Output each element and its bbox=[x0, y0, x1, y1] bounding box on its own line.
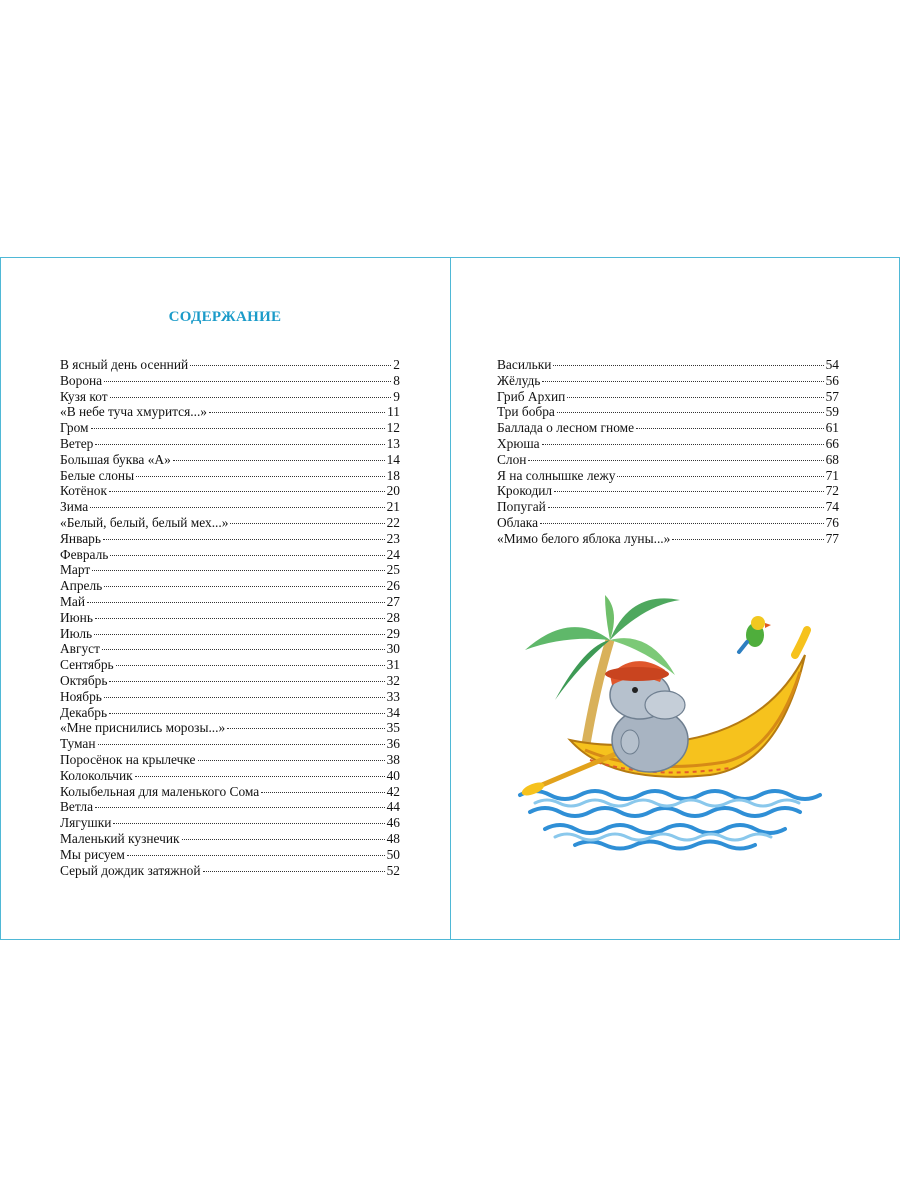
toc-entry bbox=[497, 515, 839, 531]
toc-dot-leader bbox=[104, 381, 391, 382]
toc-page-number: 25 bbox=[386, 562, 400, 578]
toc-entry bbox=[60, 673, 400, 689]
toc-dot-leader bbox=[528, 460, 823, 461]
toc-dot-leader bbox=[227, 728, 384, 729]
toc-dot-leader bbox=[190, 365, 391, 366]
toc-dot-leader bbox=[567, 397, 823, 398]
toc-entry bbox=[60, 784, 400, 800]
toc-entry-title: Серый дождик затяжной bbox=[60, 862, 201, 878]
toc-entry-title: Маленький кузнечик bbox=[60, 830, 180, 846]
toc-dot-leader bbox=[104, 586, 384, 587]
toc-entry-title: Жёлудь bbox=[497, 372, 541, 388]
toc-page-number: 24 bbox=[386, 546, 400, 562]
toc-dot-leader bbox=[203, 871, 385, 872]
toc-entry bbox=[60, 847, 400, 863]
toc-page-number: 52 bbox=[386, 862, 400, 878]
toc-page-number: 54 bbox=[825, 357, 839, 372]
toc-page-number: 44 bbox=[386, 799, 400, 815]
toc-dot-leader bbox=[540, 523, 824, 524]
toc-entry-title: Мы рисуем bbox=[60, 846, 125, 862]
page-gutter-line bbox=[450, 257, 451, 940]
toc-entry bbox=[60, 594, 400, 610]
toc-entry-title: Ветер bbox=[60, 435, 94, 451]
toc-entry bbox=[60, 689, 400, 705]
toc-page-number: 33 bbox=[386, 688, 400, 704]
toc-entry-title: Хрюша bbox=[497, 435, 540, 451]
toc-page-number: 57 bbox=[825, 388, 839, 404]
toc-entry-title: Май bbox=[60, 593, 86, 609]
toc-entry-title: Март bbox=[60, 562, 91, 578]
toc-dot-leader bbox=[209, 412, 385, 413]
toc-page-number: 31 bbox=[386, 657, 400, 673]
toc-entry-title: Декабрь bbox=[60, 704, 108, 720]
toc-entry-title: Ветла bbox=[60, 799, 94, 815]
left-page-edge bbox=[0, 257, 1, 940]
toc-entry-title: Слон bbox=[497, 451, 527, 467]
toc-entry-title: Облака bbox=[497, 514, 539, 530]
toc-page-number: 56 bbox=[825, 372, 839, 388]
toc-page-number: 9 bbox=[393, 388, 400, 404]
toc-dot-leader bbox=[198, 760, 385, 761]
toc-page-number: 11 bbox=[387, 404, 400, 420]
toc-entry bbox=[60, 626, 400, 642]
toc-page-number: 22 bbox=[386, 514, 400, 530]
toc-page-number: 77 bbox=[825, 530, 839, 546]
toc-page-number: 27 bbox=[386, 593, 400, 609]
toc-entry-title: Ноябрь bbox=[60, 688, 102, 704]
toc-entry bbox=[60, 641, 400, 657]
toc-entry bbox=[60, 815, 400, 831]
toc-entry-title: Колокольчик bbox=[60, 767, 133, 783]
toc-entry-title: Июль bbox=[60, 625, 93, 641]
toc-entry-title: Поросёнок на крылечке bbox=[60, 751, 196, 767]
toc-entry-title: Большая буква «А» bbox=[60, 451, 171, 467]
toc-entry bbox=[60, 515, 400, 531]
toc-entry-title: Кузя кот bbox=[60, 388, 108, 404]
toc-entry bbox=[60, 483, 400, 499]
toc-page-number: 14 bbox=[386, 451, 400, 467]
toc-dot-leader bbox=[109, 491, 385, 492]
toc-dot-leader bbox=[110, 397, 392, 398]
toc-page-number: 38 bbox=[386, 751, 400, 767]
toc-entry bbox=[60, 578, 400, 594]
toc-entry bbox=[60, 468, 400, 484]
toc-dot-leader bbox=[110, 555, 384, 556]
toc-entry bbox=[60, 547, 400, 563]
toc-entry-title: Котёнок bbox=[60, 483, 107, 499]
toc-entry-title: «Мимо белого яблока луны...» bbox=[497, 530, 671, 546]
toc-page-number: 40 bbox=[386, 767, 400, 783]
toc-entry bbox=[497, 436, 839, 452]
toc-entry-title: Август bbox=[60, 641, 100, 657]
toc-entry bbox=[497, 373, 839, 389]
toc-dot-leader bbox=[102, 649, 385, 650]
toc-dot-leader bbox=[92, 570, 384, 571]
toc-page-number: 61 bbox=[825, 420, 839, 436]
toc-entry-title: Туман bbox=[60, 736, 96, 752]
toc-page-number: 50 bbox=[386, 846, 400, 862]
toc-page-number: 68 bbox=[825, 451, 839, 467]
hippo-character bbox=[605, 661, 688, 772]
contents-title: СОДЕРЖАНИЕ bbox=[168, 309, 282, 325]
toc-entry-title: В ясный день осенний bbox=[60, 357, 189, 372]
toc-dot-leader bbox=[554, 491, 823, 492]
toc-entry-title: «Белый, белый, белый мех...» bbox=[60, 514, 229, 530]
toc-page-number: 36 bbox=[386, 736, 400, 752]
toc-page-number: 12 bbox=[386, 420, 400, 436]
toc-dot-leader bbox=[542, 444, 824, 445]
toc-page-number: 72 bbox=[825, 483, 839, 499]
toc-dot-leader bbox=[109, 681, 384, 682]
toc-page-number: 35 bbox=[386, 720, 400, 736]
hippo-in-banana-boat-illustration bbox=[515, 590, 835, 860]
toc-list-right bbox=[497, 357, 839, 547]
toc-page-number: 74 bbox=[825, 499, 839, 515]
toc-entry bbox=[60, 499, 400, 515]
toc-entry-title: «В небе туча хмурится...» bbox=[60, 404, 207, 420]
toc-entry-title: Колыбельная для маленького Сома bbox=[60, 783, 260, 799]
toc-dot-leader bbox=[548, 507, 824, 508]
toc-dot-leader bbox=[135, 776, 385, 777]
toc-dot-leader bbox=[542, 381, 823, 382]
toc-dot-leader bbox=[95, 444, 384, 445]
toc-page-number: 2 bbox=[393, 357, 400, 372]
toc-page-number: 18 bbox=[386, 467, 400, 483]
toc-page-number: 34 bbox=[386, 704, 400, 720]
toc-dot-leader bbox=[109, 713, 385, 714]
toc-page-number: 66 bbox=[825, 435, 839, 451]
toc-entry bbox=[60, 404, 400, 420]
toc-entry bbox=[497, 531, 839, 547]
toc-page-number: 8 bbox=[393, 372, 400, 388]
toc-entry-title: «Мне приснились морозы...» bbox=[60, 720, 226, 736]
toc-entry bbox=[497, 389, 839, 405]
toc-entry-title: Ворона bbox=[60, 372, 103, 388]
toc-entry-title: Зима bbox=[60, 499, 89, 515]
toc-page-number: 76 bbox=[825, 514, 839, 530]
toc-page-number: 28 bbox=[386, 609, 400, 625]
toc-entry-title: Белые слоны bbox=[60, 467, 135, 483]
toc-entry bbox=[60, 752, 400, 768]
toc-entry bbox=[60, 389, 400, 405]
toc-entry bbox=[60, 736, 400, 752]
toc-entry bbox=[60, 357, 400, 373]
toc-dot-leader bbox=[104, 697, 385, 698]
toc-dot-leader bbox=[127, 855, 385, 856]
parrot-character bbox=[739, 616, 771, 652]
toc-entry bbox=[60, 768, 400, 784]
toc-entry-title: Васильки bbox=[497, 357, 552, 372]
toc-page-number: 59 bbox=[825, 404, 839, 420]
toc-dot-leader bbox=[94, 634, 384, 635]
toc-dot-leader bbox=[617, 476, 823, 477]
toc-dot-leader bbox=[98, 744, 385, 745]
toc-entry bbox=[497, 420, 839, 436]
toc-entry bbox=[497, 468, 839, 484]
toc-page-number: 20 bbox=[386, 483, 400, 499]
toc-entry bbox=[60, 610, 400, 626]
toc-entry-title: Июнь bbox=[60, 609, 93, 625]
toc-entry bbox=[497, 483, 839, 499]
toc-dot-leader bbox=[261, 792, 384, 793]
toc-page-number: 30 bbox=[386, 641, 400, 657]
toc-dot-leader bbox=[113, 823, 384, 824]
toc-page-number: 71 bbox=[825, 467, 839, 483]
toc-entry bbox=[60, 831, 400, 847]
toc-entry bbox=[60, 373, 400, 389]
toc-entry-title: Попугай bbox=[497, 499, 546, 515]
toc-entry-title: Три бобра bbox=[497, 404, 555, 420]
toc-dot-leader bbox=[636, 428, 824, 429]
toc-page-number: 48 bbox=[386, 830, 400, 846]
toc-dot-leader bbox=[90, 507, 384, 508]
toc-entry-title: Гром bbox=[60, 420, 89, 436]
toc-entry bbox=[60, 531, 400, 547]
toc-entry bbox=[497, 357, 839, 373]
toc-page-number: 26 bbox=[386, 578, 400, 594]
toc-dot-leader bbox=[230, 523, 384, 524]
toc-entry-title: Апрель bbox=[60, 578, 103, 594]
toc-entry-title: Лягушки bbox=[60, 815, 112, 831]
toc-dot-leader bbox=[87, 602, 385, 603]
toc-entry-title: Сентябрь bbox=[60, 657, 114, 673]
toc-page-number: 29 bbox=[386, 625, 400, 641]
toc-dot-leader bbox=[95, 807, 385, 808]
toc-page-number: 23 bbox=[386, 530, 400, 546]
toc-entry bbox=[60, 705, 400, 721]
toc-entry-title: Крокодил bbox=[497, 483, 553, 499]
toc-dot-leader bbox=[182, 839, 385, 840]
toc-dot-leader bbox=[672, 539, 823, 540]
toc-entry bbox=[60, 657, 400, 673]
toc-entry bbox=[497, 499, 839, 515]
toc-dot-leader bbox=[136, 476, 385, 477]
toc-dot-leader bbox=[91, 428, 385, 429]
toc-entry bbox=[60, 863, 400, 879]
toc-entry bbox=[60, 452, 400, 468]
toc-dot-leader bbox=[553, 365, 823, 366]
toc-entry bbox=[60, 420, 400, 436]
toc-page-number: 13 bbox=[386, 435, 400, 451]
toc-dot-leader bbox=[103, 539, 385, 540]
toc-entry bbox=[60, 562, 400, 578]
toc-dot-leader bbox=[173, 460, 385, 461]
toc-entry bbox=[497, 404, 839, 420]
toc-entry-title: Гриб Архип bbox=[497, 388, 566, 404]
toc-entry-title: Октябрь bbox=[60, 672, 108, 688]
toc-entry-title: Февраль bbox=[60, 546, 109, 562]
toc-entry-title: Я на солнышке лежу bbox=[497, 467, 616, 483]
toc-page-number: 21 bbox=[386, 499, 400, 515]
toc-entry-title: Баллада о лесном гноме bbox=[497, 420, 635, 436]
toc-page-number: 32 bbox=[386, 672, 400, 688]
toc-page-number: 46 bbox=[386, 815, 400, 831]
toc-dot-leader bbox=[557, 412, 824, 413]
toc-dot-leader bbox=[95, 618, 385, 619]
toc-dot-leader bbox=[116, 665, 385, 666]
toc-list-left bbox=[60, 357, 400, 878]
water-waves bbox=[520, 791, 820, 849]
toc-entry bbox=[60, 799, 400, 815]
toc-page-number: 42 bbox=[386, 783, 400, 799]
toc-entry bbox=[60, 436, 400, 452]
toc-entry bbox=[60, 720, 400, 736]
toc-entry-title: Январь bbox=[60, 530, 101, 546]
toc-entry bbox=[497, 452, 839, 468]
